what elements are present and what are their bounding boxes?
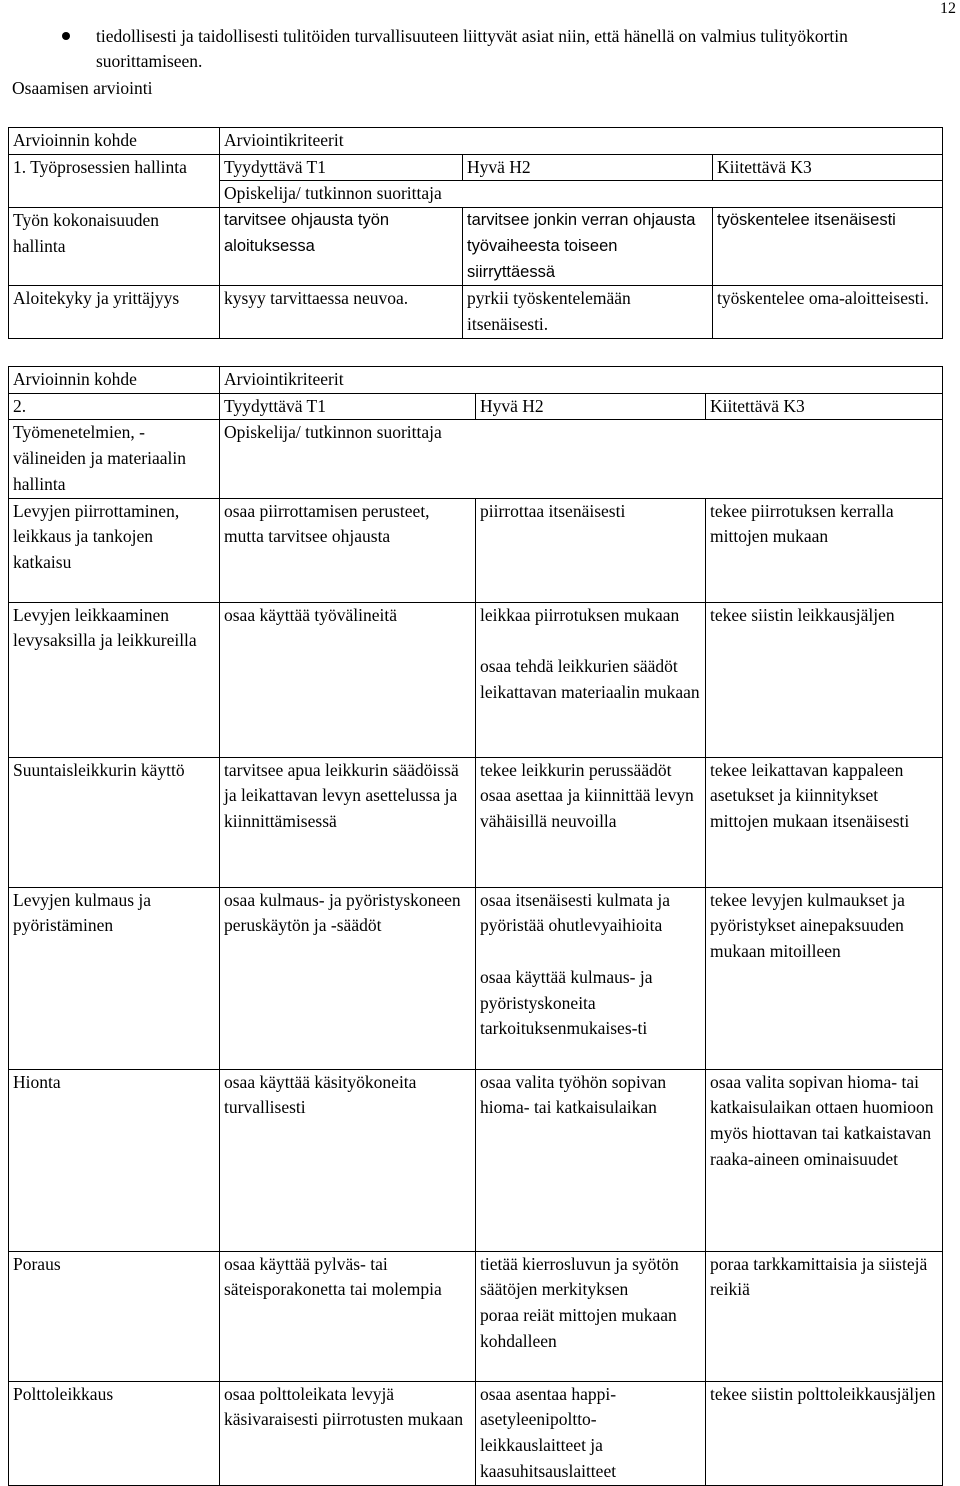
row-h2-extra: osaa asettaa ja kiinnittää levyn vähäisillä neuvoilla: [480, 785, 694, 831]
row-h2: osaa valita työhön sopivan hioma- tai katkaisulaikan: [476, 1069, 706, 1251]
group-number: 2.: [9, 393, 220, 420]
row-h2: [476, 602, 706, 757]
row-h2-line: tekee leikkurin perussäädöt: [480, 759, 672, 780]
row-t1: osaa piirrottamisen perusteet, mutta tarvitsee ohjausta: [220, 498, 476, 602]
row-k3: tekee piirrotuksen kerralla mittojen mukaan: [706, 498, 943, 602]
row-t1: kysyy tarvittaessa neuvoa.: [220, 286, 463, 338]
row-kohde: Työn kokonaisuuden hallinta: [9, 208, 220, 286]
group-title: Työmenetelmien, -välineiden ja materiaalin hallinta: [9, 420, 220, 498]
page-number: 12: [940, 0, 956, 17]
row-kohde: Levyjen kulmaus ja pyöristäminen: [9, 887, 220, 1069]
row-k3: poraa tarkkamittaisia ja siistejä reikiä: [706, 1251, 943, 1381]
header-kriteerit: Arviointikriteerit: [220, 128, 943, 155]
row-t1: osaa käyttää pylväs- tai säteisporakonetta tai molempia: [220, 1251, 476, 1381]
row-k3: tekee levyjen kulmaukset ja pyöristykset ainepaksuuden mukaan mitoilleen: [706, 887, 943, 1069]
row-kohde: Levyjen piirrottaminen, leikkaus ja tankojen katkaisu: [9, 498, 220, 602]
row-h2: piirrottaa itsenäisesti: [476, 498, 706, 602]
row-t1: osaa käyttää käsityökoneita turvallisesti: [220, 1069, 476, 1251]
row-t1: tarvitsee apua leikkurin säädöissä ja leikattavan levyn asettelussa ja kiinnittämisessä: [220, 757, 476, 887]
grade-h2: Hyvä H2: [476, 393, 706, 420]
row-h2-extra: osaa tehdä leikkurien säädöt leikattavan materiaalin mukaan: [480, 656, 700, 702]
row-kohde: Hionta: [9, 1069, 220, 1251]
row-kohde: Poraus: [9, 1251, 220, 1381]
row-t1: tarvitsee ohjausta työn aloituksessa: [220, 208, 463, 286]
group-title: 1. Työprosessien hallinta: [9, 154, 220, 207]
row-h2-extra: osaa käyttää kulmaus- ja pyöristyskoneita tarkoituksenmukaises-ti: [480, 966, 653, 1039]
header-kohde: Arvioinnin kohde: [9, 128, 220, 155]
grade-k3: Kiitettävä K3: [713, 154, 943, 181]
row-k3: työskentelee itsenäisesti: [713, 208, 943, 286]
bullet-icon: [62, 32, 70, 40]
row-h2: tarvitsee jonkin verran ohjausta työvaiheesta toiseen siirryttäessä: [463, 208, 713, 286]
assessment-table-1: [8, 127, 943, 339]
row-h2-line: leikkaa piirrotuksen mukaan: [480, 604, 680, 625]
row-kohde: Aloitekyky ja yrittäjyys: [9, 286, 220, 338]
performer-label: Opiskelija/ tutkinnon suorittaja: [220, 420, 943, 498]
row-h2-extra: poraa reiät mittojen mukaan kohdalleen: [480, 1304, 677, 1351]
assessment-table-2: [8, 366, 943, 1486]
row-kohde: Levyjen leikkaaminen levysaksilla ja leikkureilla: [9, 602, 220, 757]
grade-k3: Kiitettävä K3: [706, 393, 943, 420]
row-k3: osaa valita sopivan hioma- tai katkaisulaikan ottaen huomioon myös hiottavan tai katkaistavan raaka-aineen ominaisuudet: [706, 1069, 943, 1251]
row-t1: osaa käyttää työvälineitä: [220, 602, 476, 757]
intro-bullet-text: tiedollisesti ja taidollisesti tulitöiden turvallisuuteen liittyvät asiat niin, että hänellä on valmius tulityökortin suorittamiseen.: [96, 26, 848, 71]
row-h2: [476, 887, 706, 1069]
row-k3: tekee siistin leikkausjäljen: [706, 602, 943, 757]
header-kohde: Arvioinnin kohde: [9, 367, 220, 394]
row-k3: työskentelee oma-aloitteisesti.: [713, 286, 943, 338]
row-t1: osaa kulmaus- ja pyöristyskoneen peruskäytön ja -säädöt: [220, 887, 476, 1069]
intro-bullet: [60, 24, 920, 74]
row-h2: [476, 757, 706, 887]
row-t1: osaa polttoleikata levyjä käsivaraisesti piirrotusten mukaan: [220, 1381, 476, 1485]
grade-t1: Tyydyttävä T1: [220, 393, 476, 420]
row-h2: pyrkii työskentelemään itsenäisesti.: [463, 286, 713, 338]
grade-t1: Tyydyttävä T1: [220, 154, 463, 181]
row-h2-line: tietää kierrosluvun ja syötön säätöjen merkityksen: [480, 1253, 679, 1300]
performer-label: Opiskelija/ tutkinnon suorittaja: [220, 181, 943, 208]
row-h2: osaa asentaa happi-asetyleenipoltto-leikkauslaitteet ja kaasuhitsauslaitteet: [476, 1381, 706, 1485]
row-k3: tekee siistin polttoleikkausjäljen: [706, 1381, 943, 1485]
section-title: Osaamisen arviointi: [12, 78, 153, 98]
row-k3: tekee leikattavan kappaleen asetukset ja kiinnitykset mittojen mukaan itsenäisesti: [706, 757, 943, 887]
row-h2-line: osaa itsenäisesti kulmata ja pyöristää ohutlevyaihioita: [480, 889, 671, 936]
row-h2: [476, 1251, 706, 1381]
grade-h2: Hyvä H2: [463, 154, 713, 181]
row-kohde: Suuntaisleikkurin käyttö: [9, 757, 220, 887]
header-kriteerit: Arviointikriteerit: [220, 367, 943, 394]
row-kohde: Polttoleikkaus: [9, 1381, 220, 1485]
